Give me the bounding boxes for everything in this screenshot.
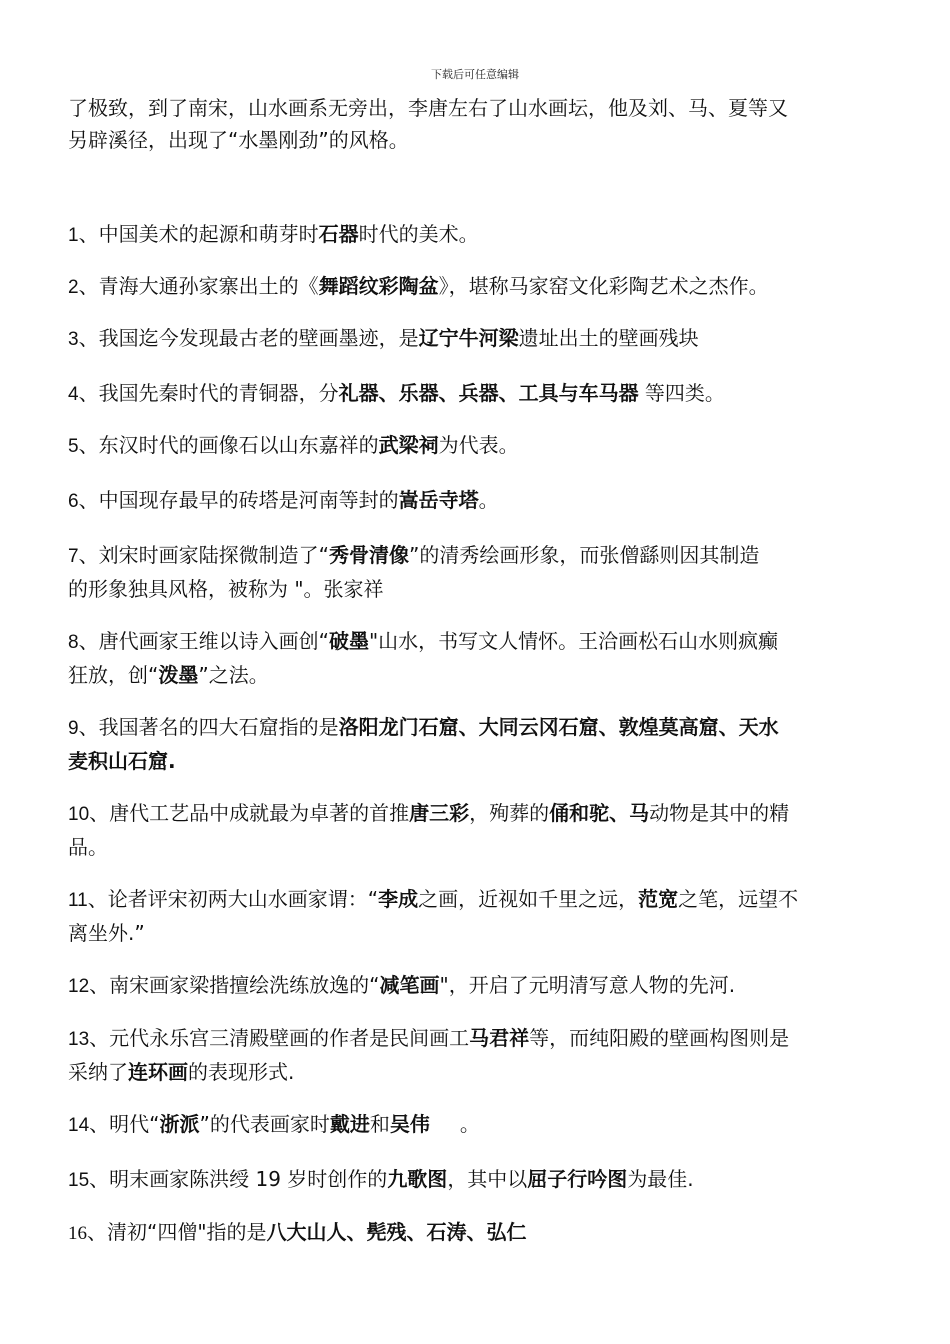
item-number: 6 xyxy=(68,491,79,512)
item-text: 、论者评宋初两大山水画家谓：“ xyxy=(87,887,379,911)
item-text: 、清初“四僧"指的是 xyxy=(87,1220,267,1244)
item-text: 、中国现存最早的砖塔是河南等封的 xyxy=(78,488,399,512)
item-answer: 石器 xyxy=(318,222,359,246)
list-item-11 xyxy=(68,883,888,949)
item-number: 11 xyxy=(68,890,88,911)
item-text: 动物是其中的精 xyxy=(649,801,790,825)
item-answer: 连环画 xyxy=(128,1060,188,1084)
item-answer: 秀骨清像 xyxy=(328,543,409,567)
item-number: 13 xyxy=(68,1029,90,1050)
item-text: 、青海大通孙家寨出土的《 xyxy=(78,274,319,298)
item-number: 3 xyxy=(68,329,79,350)
item-text: 为代表。 xyxy=(438,433,519,457)
item-text: 、明代“ xyxy=(89,1112,160,1136)
item-text: 、刘宋时画家陆探微制造了“ xyxy=(78,543,329,567)
item-answer: 八大山人、髡残、石涛、弘仁 xyxy=(266,1220,527,1244)
item-answer: 辽宁牛河梁 xyxy=(418,326,519,350)
list-item-13 xyxy=(68,1022,888,1088)
item-text: 等，而纯阳殿的壁画构图则是 xyxy=(529,1026,790,1050)
item-text: ”之法。 xyxy=(198,663,269,687)
item-number: 12 xyxy=(68,976,90,997)
list-item-7 xyxy=(68,539,888,605)
item-text: 等四类。 xyxy=(638,381,725,405)
item-answer: 舞蹈纹彩陶盆 xyxy=(318,274,439,298)
item-answer: 戴进 xyxy=(329,1112,370,1136)
item-number: 8 xyxy=(68,632,79,653)
item-text: 为最佳. xyxy=(627,1167,694,1191)
item-text: ，殉葬的 xyxy=(469,801,550,825)
item-answer: 破墨 xyxy=(328,629,369,653)
item-answer: 浙派 xyxy=(159,1112,200,1136)
item-number: 9 xyxy=(68,718,79,739)
intro-line-2: 另辟溪径，出现了“水墨刚劲”的风格。 xyxy=(68,128,409,152)
item-answer: 吴伟 xyxy=(389,1112,430,1136)
item-answer: 嵩岳寺塔 xyxy=(398,488,479,512)
list-item-8 xyxy=(68,625,888,691)
item-text: 、元代永乐宫三清殿壁画的作者是民间画工 xyxy=(89,1026,470,1050)
item-text: 离坐外.” xyxy=(68,921,145,945)
item-text: 品。 xyxy=(68,835,108,859)
item-number: 1 xyxy=(68,225,79,246)
item-answer: 唐三彩 xyxy=(409,801,470,825)
item-text: 、我国先秦时代的青铜器，分 xyxy=(78,381,339,405)
item-number: 5 xyxy=(68,436,79,457)
item-text: 、我国迄今发现最古老的壁画墨迹，是 xyxy=(78,326,419,350)
intro-line-1: 了极致，到了南宋，山水画系无旁出，李唐左右了山水画坛，他及刘、马、夏等又 xyxy=(68,96,788,120)
item-text: 采纳了 xyxy=(68,1060,128,1084)
list-item-12 xyxy=(68,969,888,1003)
item-text: 时代的美术。 xyxy=(358,222,479,246)
list-item-5 xyxy=(68,429,888,463)
item-answer: 屈子行吟图 xyxy=(527,1167,628,1191)
item-text: 狂放，创“ xyxy=(68,663,159,687)
item-text: 、南宋画家梁揩擅绘洗练放逸的“ xyxy=(89,973,380,997)
item-text: ”的清秀绘画形象，而张僧繇则因其制造 xyxy=(408,543,760,567)
page-header-note: 下载后可任意编辑 xyxy=(431,68,519,81)
item-answer: 马君祥 xyxy=(469,1026,530,1050)
item-number: 4 xyxy=(68,384,79,405)
list-item-10 xyxy=(68,797,888,863)
item-text: 、唐代工艺品中成就最为卓著的首推 xyxy=(89,801,410,825)
list-item-16 xyxy=(68,1216,888,1250)
item-text: ”的代表画家时 xyxy=(199,1112,330,1136)
item-text: "，开启了元明清写意人物的先河. xyxy=(439,973,736,997)
item-number: 16 xyxy=(68,1223,87,1244)
intro-paragraph xyxy=(68,92,888,156)
item-text: 之画，近视如千里之远， xyxy=(418,887,639,911)
item-text: 的形象独具风格，被称为 "。张家祥 xyxy=(68,577,384,601)
item-text: 、东汉时代的画像石以山东嘉祥的 xyxy=(78,433,379,457)
item-text: 、我国著名的四大石窟指的是 xyxy=(78,715,339,739)
item-answer: 九歌图 xyxy=(387,1167,448,1191)
item-text: 。 xyxy=(459,1112,480,1136)
item-answer: 泼墨 xyxy=(158,663,199,687)
item-text: 》，堪称马家窑文化彩陶艺术之杰作。 xyxy=(438,274,769,298)
item-text: 遗址出土的壁画残块 xyxy=(518,326,699,350)
item-text: 之笔，远望不 xyxy=(678,887,799,911)
item-text: "山水，书写文人情怀。王洽画松石山水则疯癫 xyxy=(368,629,779,653)
list-item-2 xyxy=(68,270,888,304)
list-item-4 xyxy=(68,377,888,411)
list-item-9 xyxy=(68,711,888,777)
item-number: 7 xyxy=(68,546,79,567)
item-text: 和 xyxy=(369,1112,390,1136)
item-number: 14 xyxy=(68,1115,90,1136)
list-item-6 xyxy=(68,484,888,518)
item-text: 的表现形式. xyxy=(188,1060,295,1084)
list-item-15 xyxy=(68,1163,888,1197)
item-answer: 李成 xyxy=(378,887,419,911)
item-answer: 洛阳龙门石窟、大同云冈石窟、敦煌莫高窟、天水 xyxy=(338,715,779,739)
item-text: ，其中以 xyxy=(447,1167,528,1191)
item-text: 、明末画家陈洪绶 19 岁时创作的 xyxy=(89,1167,388,1191)
item-number: 10 xyxy=(68,804,90,825)
item-answer: 俑和驼、马 xyxy=(549,801,650,825)
item-answer: 范宽 xyxy=(638,887,679,911)
item-text: 、中国美术的起源和萌芽时 xyxy=(78,222,319,246)
item-answer: 武梁祠 xyxy=(378,433,439,457)
item-answer: 麦积山石窟. xyxy=(68,749,176,773)
item-answer: 礼器、乐器、兵器、工具与车马器 xyxy=(338,381,639,405)
item-number: 15 xyxy=(68,1170,90,1191)
list-item-3 xyxy=(68,322,888,356)
item-number: 2 xyxy=(68,277,79,298)
list-item-1 xyxy=(68,218,888,252)
item-text: 。 xyxy=(478,488,499,512)
list-item-14 xyxy=(68,1108,888,1142)
item-answer: 减笔画 xyxy=(379,973,440,997)
item-text: 、唐代画家王维以诗入画创“ xyxy=(78,629,329,653)
